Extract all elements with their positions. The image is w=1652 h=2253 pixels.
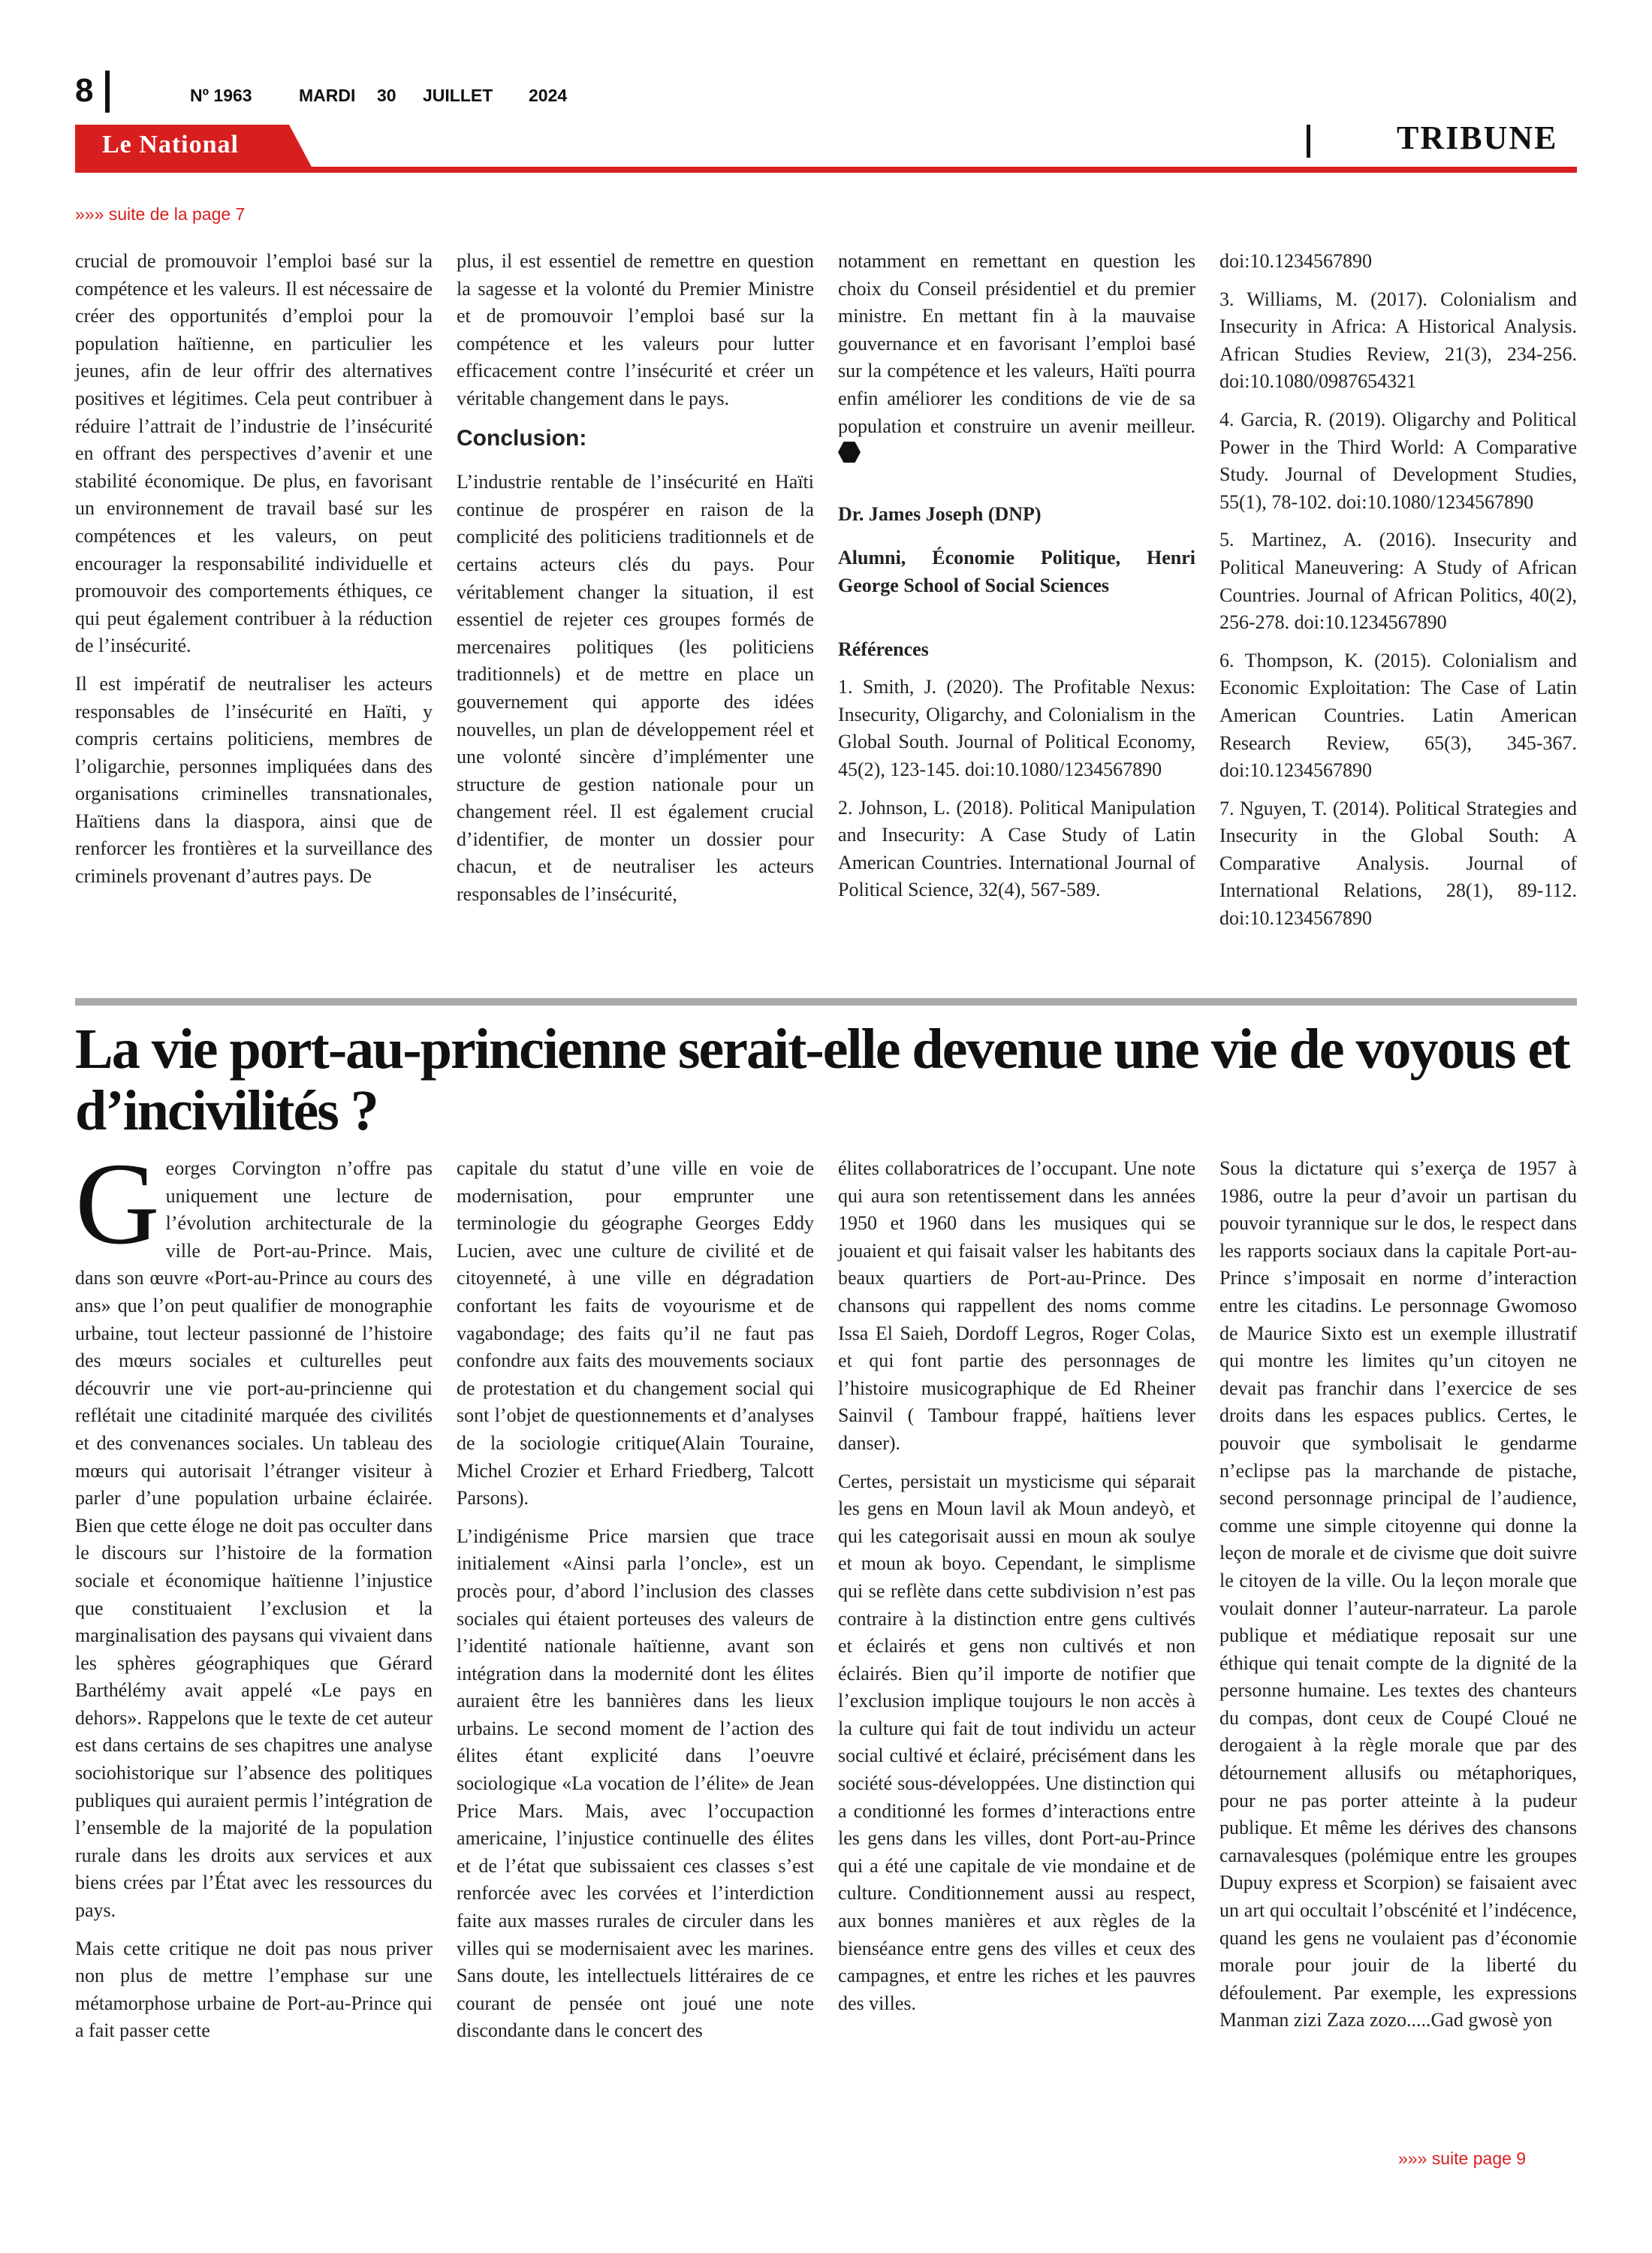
article2-paragraph bbox=[75, 1139, 433, 1925]
article2-column-1 bbox=[75, 1139, 433, 2055]
publication-name: Le National bbox=[102, 131, 239, 158]
article1-paragraph: plus, il est essentiel de remettre en question la sagesse et la volonté du Premier Ministre et de promouvoir l’emploi basé sur la compétence et les valeurs pour lutter efficacement contre l’insécurité et créer un véritable changement dans le pays. bbox=[457, 250, 814, 409]
reference-item: doi:10.1234567890 bbox=[1219, 250, 1372, 272]
issue-month: JUILLET bbox=[423, 86, 493, 105]
reference-item: 2. Johnson, L. (2018). Political Manipulation and Insecurity: A Case Study of Latin American Countries. International Journal of Political Science, 32(4), 567-589. bbox=[838, 796, 1195, 901]
header-rule bbox=[75, 167, 1577, 173]
article2-paragraph: Sous la dictature qui s’exerça de 1957 à 1986, outre la peur d’avoir un partisan du pouvoir tyrannique sur le dos, le respect dans les rapports sociaux dans la capitale Port-au-Prince s’imposait en norme d’interaction entre les citadins. Le personnage Gwomoso de Maurice Sixto est un exemple illustratif qui montre les limites qu’un citoyen ne devait pas franchir dans l’exercice de ses droits dans les espaces publics. Certes, le pouvoir que symbolisait le gendarme n’eclipse pas la marchande de pistache, second personnage principal de l’audience, comme une simple citoyenne qui donne la leçon de morale et de civisme que doit suivre le citoyen de la ville. Ou la leçon morale que voulait donner l’auteur-narrateur. La parole publique et médiatique reposait sur une éthique qui tenait compte de la dignité de la personne humaine. Les textes des chanteurs du compas, dont ceux de Coupé Cloué ne derogaient à la règle morale que par des détournement allusifs ou métaphoriques, pour ne pas porter atteinte à la pudeur publique. Et même les dérives des chansons carnavalesques (polémique entre les groupes Dupuy express et Scorpion) se faisaient avec un art qui occultait l’obscénité et l’indécence, quand les gens ne voulaient pas d’économie morale pour jouir de la liberté du défoulement. Par exemple, les expressions Manman zizi Zaza zozo.....Gad gwosè yon bbox=[1219, 1157, 1577, 2031]
article1-column-1 bbox=[75, 248, 433, 901]
reference-item: 6. Thompson, K. (2015). Colonialism and Economic Exploitation: The Case of Latin American Countries. Latin American Research Review, 65(3), 345-367. doi:10.1234567890 bbox=[1219, 649, 1577, 782]
article1-paragraph bbox=[838, 248, 1195, 468]
article2-paragraph: élites collaboratrices de l’occupant. Une note qui aura son retentissement dans les années 1950 et 1960 dans les musiques qui se jouaient et qui faisait valser les habitants des beaux quartiers de Port-au-Prince. Des chansons qui rappellent des noms comme Issa El Saieh, Dordoff Legros, Roger Colas, et qui font partie des personnages de l’histoire musicographique de Ed Rheiner Sainvil ( Tambour frappé, haïtiens lever danser). bbox=[838, 1157, 1195, 1454]
article1-column-3 bbox=[838, 248, 1195, 915]
section-title: TRIBUNE bbox=[1397, 119, 1558, 156]
article1-column-4 bbox=[1219, 248, 1577, 943]
article2-column-3 bbox=[838, 1155, 1195, 2028]
continued-to-link[interactable]: »»» suite page 9 bbox=[1398, 2149, 1527, 2168]
article2-column-2 bbox=[457, 1155, 814, 2055]
reference-item: 7. Nguyen, T. (2014). Political Strategies and Insecurity in the Global South: A Comparative Analysis. Journal of International Relations, 28(1), 89-112. doi:10.1234567890 bbox=[1219, 797, 1577, 930]
reference-item: 3. Williams, M. (2017). Colonialism and Insecurity in Africa: A Historical Analysis. African Studies Review, 21(3), 234-256. doi:10.1080/0987654321 bbox=[1219, 288, 1577, 393]
end-mark-icon bbox=[838, 442, 861, 463]
reference-item: 5. Martinez, A. (2016). Insecurity and Political Maneuvering: A Study of African Countries. Journal of African Politics, 40(2), 256-278. doi:10.1234567890 bbox=[1219, 529, 1577, 634]
reference-item: 4. Garcia, R. (2019). Oligarchy and Political Power in the Third World: A Comparative Study. Journal of Development Studies, 55(1), 78-102. doi:10.1080/1234567890 bbox=[1219, 408, 1577, 513]
drop-cap: G bbox=[75, 1139, 160, 1268]
author-name: Dr. James Joseph (DNP) bbox=[838, 502, 1042, 525]
article1-paragraph: Il est impératif de neutraliser les acteurs responsables de l’insécurité en Haïti, y compris certains politiciens, membres de l’oligarchie, personnes impliquées dans des organisations criminelles transnationales, Haïtiens dans la diaspora, ainsi que de renforcer les frontières et la surveillance des criminels provenant d’autres pays. De bbox=[75, 672, 433, 888]
article2-column-4 bbox=[1219, 1155, 1577, 2045]
article1-column-2 bbox=[457, 248, 814, 919]
article1-paragraph: crucial de promouvoir l’emploi basé sur la compétence et les valeurs. Il est nécessaire de créer des opportunités d’emploi pour la population haïtienne, en particulier les jeunes, afin de leur offrir des alternatives positives et légitimes. Cela peut contribuer à réduire l’attrait de l’industrie de l’insécurité en offrant des perspectives d’avenir et une stabilité économique. De plus, en favorisant un environnement de travail basé sur les compétences et les valeurs, on peut encourager la responsabilité individuelle et promouvoir des comportements éthiques, ce qui peut également contribuer à la réduction de l’insécurité. bbox=[75, 250, 433, 657]
references-heading: Références bbox=[838, 638, 929, 660]
article2-paragraph: Certes, persistait un mysticisme qui séparait les gens en Moun lavil ak Moun andeyò, et qui les categorisait aussi en moun ak soulye et moun ak boyo. Cependant, le simplisme qui se reflète dans cette subdivision n’est pas contraire à la distinction entre gens cultivés et éclairés et gens non cultivés et non éclairés. Bien qu’il importe de notifier que l’exclusion implique toujours le non accès à la culture qui fait de tout individu un acteur social cultivé et éclairé, précisément dans les société sous-développées. Une distinction qui a conditionné les formes d’interactions entre les gens dans les villes, dont Port-au-Prince qui a été une capitale de vie mondaine et de culture. Conditionnement aussi au respect, aux bonnes manières et aux règles de la bienséance entre gens des villes et ceux des campagnes, et entre les riches et les pauvres des villes. bbox=[838, 1470, 1195, 2014]
page-number: 8 bbox=[75, 72, 94, 109]
article2-paragraph: Mais cette critique ne doit pas nous priver non plus de mettre l’emphase sur une métamorphose urbaine de Port-au-Prince qui a fait passer cette bbox=[75, 1937, 433, 2042]
issue-year: 2024 bbox=[529, 86, 568, 105]
issue-number: Nº 1963 bbox=[190, 86, 252, 105]
conclusion-heading: Conclusion: bbox=[457, 425, 587, 451]
article1-paragraph: L’industrie rentable de l’insécurité en Haïti continue de prospérer en raison de la complicité des politiciens traditionnels et de certains acteurs clés du pays. Pour véritablement changer la situation, il est essentiel de rejeter ces groupes formés de mercenaires politiques (les politiciens traditionnels) et de mettre en place un gouvernement qui apporte des idées nouvelles, un plan de développement réel et une volonté sincère d’implémenter une structure de gestion nationale pour un changement réel. Il est également crucial d’identifier, de monter un dossier pour chacun, et de neutraliser les acteurs responsables de l’insécurité, bbox=[457, 471, 814, 906]
article2-paragraph: L’indigénisme Price marsien que trace initialement «Ainsi parla l’oncle», est un procès pour, d’abord l’inclusion des classes sociales qui étaient porteuses des valeurs de l’identité nationale haïtienne, avant son intégration dans la modernité dont les élites auraient être les bannières dans les lieux urbains. Le second moment de l’action des élites étant explicité dans l’oeuvre sociologique «La vocation de l’élite» de Jean Price Mars. Mais, avec l’occupaction americaine, l’injustice continuelle des élites et de l’état que subissaient ces classes s’est renforcée avec les corvées et l’interdiction faite aux masses rurales de circuler dans les villes qui se modernisaient avec les marines. Sans doute, les intellectuels littéraires de ce courant de pensée ont joué une note discondante dans le concert des bbox=[457, 1525, 814, 2042]
author-affiliation: Alumni, Économie Politique, Henri George School of Social Sciences bbox=[838, 547, 1195, 596]
issue-day: MARDI bbox=[299, 86, 356, 105]
page-number-divider bbox=[105, 71, 110, 113]
article2-opening-text: eorges Corvington n’offre pas uniquement une lecture de l’évolution architecturale de la ville de Port-au-Prince. Mais, dans son œuvre «Port-au-Prince au cours des ans» que l’on peut qualifier de monographie urbaine, tout lecteur passionné de l’histoire des mœurs sociales et culturelles peut découvrir une vie port-au-princienne qui reflétait une citadinité marquée des civilités et des convenances sociales. Un tableau des mœurs qui autorisait l’étranger visiteur à parler d’une population urbaine éclairée. Bien que cette éloge ne doit pas occulter dans le discours sur l’histoire de la formation sociale et économique haïtienne l’injustice que constituaient l’exclusion et la marginalisation des paysans qui vivaient dans les sphères géographiques que Gérard Barthélémy avait appelé «Le pays en dehors». Rappelons que le texte de cet auteur est dans certains de ses chapitres une analyse sociohistorique sur l’absence des politiques publiques qui auraient permis l’intégration de l’ensemble de la majorité de la population rurale dans les droits aux services et aux biens crées par l’État avec les ressources du pays. bbox=[75, 1157, 433, 1922]
article2-headline: La vie port-au-princienne serait-elle devenue une vie de voyous et d’incivilités ? bbox=[75, 1018, 1569, 1142]
section-divider bbox=[1307, 125, 1310, 158]
article2-paragraph: capitale du statut d’une ville en voie de modernisation, pour emprunter une terminologie du géographe Georges Eddy Lucien, avec une culture de civilité et de citoyenneté, à une ville en dégradation confortant les faits de voyourisme et de vagabondage; des faits qu’il ne faut pas confondre aux faits des mouvements sociaux de protestation et du changement social qui sont l’objet de questionnements et d’analyses de la sociologie critique(Alain Touraine, Michel Crozier et Erhard Friedberg, Talcott Parsons). bbox=[457, 1157, 814, 1510]
reference-item: 1. Smith, J. (2020). The Profitable Nexus: Insecurity, Oligarchy, and Colonialism in the Global South. Journal of Political Economy, 45(2), 123-145. doi:10.1080/1234567890 bbox=[838, 676, 1195, 780]
continued-from-note: »»» suite de la page 7 bbox=[75, 204, 246, 224]
issue-date: 30 bbox=[377, 86, 396, 105]
article1-final-text: notamment en remettant en question les choix du Conseil présidentiel et du premier ministre. En mettant fin à la mauvaise gouvernance et en favorisant l’emploi basé sur la compétence et les valeurs, Haïti pourra enfin améliorer les conditions de vie de sa population et construire un avenir meilleur. bbox=[838, 250, 1195, 437]
article-divider bbox=[75, 998, 1577, 1006]
